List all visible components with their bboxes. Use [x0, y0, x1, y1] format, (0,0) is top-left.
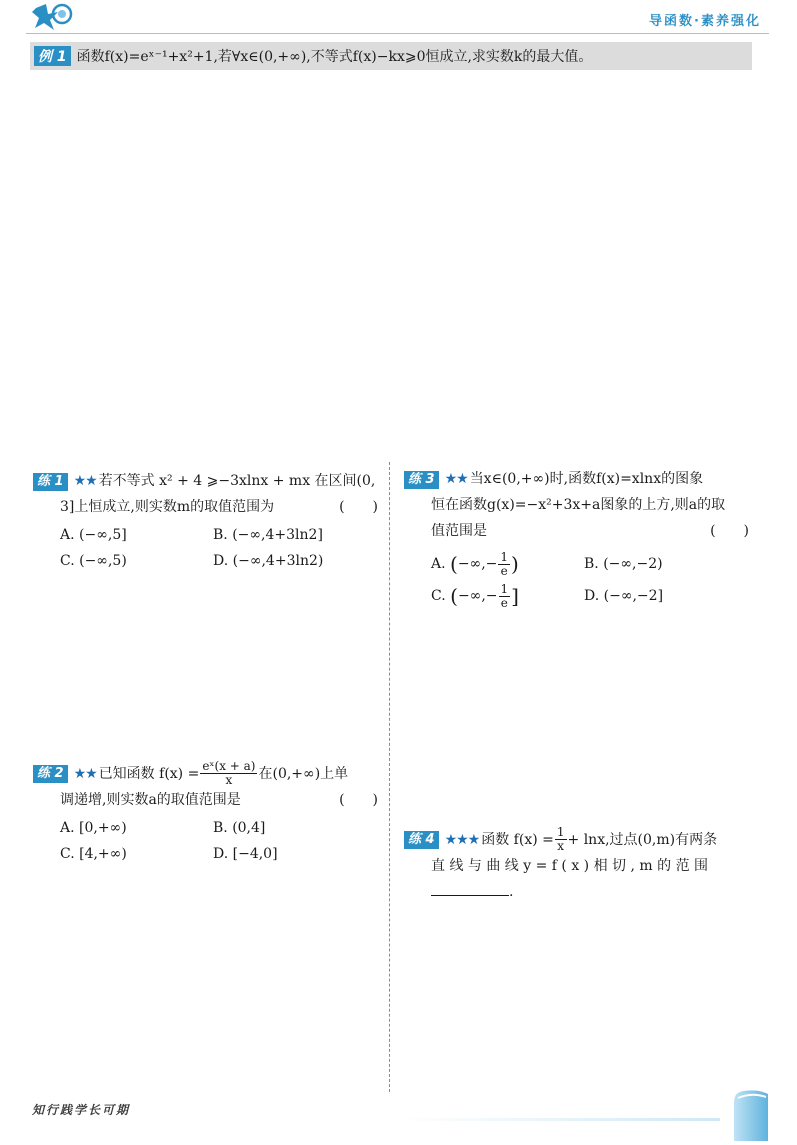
footer-bar — [400, 1118, 720, 1121]
practice-3-line3: 值范围是 — [431, 523, 487, 539]
fraction-numerator: 1 — [500, 581, 509, 596]
paren-left: ( — [450, 584, 458, 608]
example-box — [30, 42, 752, 70]
star-book-logo-icon — [32, 2, 76, 32]
fraction-denominator: x — [557, 839, 565, 853]
fraction-denominator: e — [500, 563, 508, 578]
practice-1-line2: 3]上恒成立,则实数m的取值范围为 — [60, 499, 275, 515]
practice-4-line2: 直 线 与 曲 线 y = f ( x ) 相 切 , m 的 范 围 — [431, 858, 709, 874]
practice-4-line1-pre: 函数 f(x) = — [481, 831, 554, 848]
difficulty-stars: ★★ — [444, 471, 468, 487]
paren-right: ) — [511, 552, 519, 576]
fraction-numerator: eˣ(x + a) — [202, 759, 256, 773]
option-a-body: −∞,− — [457, 556, 498, 572]
header-rule — [26, 33, 769, 34]
practice-4-tag: 练 4 — [404, 831, 439, 849]
practice-1 — [33, 468, 378, 574]
fraction-numerator: 1 — [500, 549, 509, 564]
practice-4-end: . — [509, 884, 514, 900]
practice-2 — [33, 760, 378, 867]
difficulty-stars: ★★ — [73, 765, 97, 782]
option-d: D. (−∞,−2] — [584, 588, 664, 604]
option-a — [431, 548, 584, 580]
answer-paren: ( ) — [339, 499, 378, 515]
header-title: 导函数·素养强化 — [649, 14, 761, 29]
option-b: B. (−∞,−2) — [584, 556, 663, 572]
option-c-prefix: C. — [431, 588, 446, 604]
option-a: A. [0,+∞) — [60, 820, 127, 836]
difficulty-stars: ★★ — [73, 473, 97, 489]
option-c — [431, 580, 584, 612]
page-corner-tab-icon — [732, 1088, 770, 1141]
answer-blank[interactable] — [431, 879, 509, 896]
option-a: A. (−∞,5] — [60, 527, 127, 543]
practice-4 — [404, 826, 749, 905]
fraction-denominator: e — [500, 595, 508, 610]
bracket-right: ] — [511, 584, 519, 608]
option-d: D. (−∞,4+3ln2) — [213, 553, 324, 569]
practice-3-line1: 当x∈(0,+∞)时,函数f(x)=xlnx的图象 — [469, 471, 704, 487]
paren-left: ( — [450, 552, 458, 576]
example-tag: 例 1 — [34, 46, 71, 66]
practice-3-tag: 练 3 — [404, 471, 439, 489]
practice-2-line2: 调递增,则实数a的取值范围是 — [60, 792, 241, 808]
option-a-prefix: A. — [431, 556, 446, 572]
difficulty-stars: ★★★ — [444, 831, 480, 848]
option-b: B. (−∞,4+3ln2] — [213, 527, 323, 543]
practice-4-line1-post: + lnx,过点(0,m)有两条 — [567, 831, 718, 848]
practice-2-line1-post: 在(0,+∞)上单 — [258, 765, 349, 782]
fraction — [499, 583, 511, 610]
practice-3 — [404, 466, 749, 612]
practice-1-line1: 若不等式 x² + 4 ⩾−3xlnx + mx 在区间(0, — [98, 473, 376, 489]
fraction — [200, 760, 257, 787]
column-divider — [389, 462, 390, 1092]
answer-paren: ( ) — [710, 523, 749, 539]
practice-2-line1-pre: 已知函数 f(x) = — [98, 765, 200, 782]
fraction — [555, 826, 567, 853]
fraction-denominator: x — [225, 773, 233, 787]
answer-paren: ( ) — [339, 792, 378, 808]
practice-3-line2: 恒在函数g(x)=−x²+3x+a图象的上方,则a的取 — [431, 497, 726, 513]
practice-1-tag: 练 1 — [33, 473, 68, 491]
option-c: C. (−∞,5) — [60, 553, 127, 569]
fraction-numerator: 1 — [556, 825, 565, 839]
example-text: 函数f(x)=eˣ⁻¹+x²+1,若∀x∈(0,+∞),不等式f(x)−kx⩾0恒成立,求实数k的最大值。 — [76, 49, 593, 65]
option-b: B. (0,4] — [213, 820, 266, 836]
option-d: D. [−4,0] — [213, 846, 278, 862]
option-c-body: −∞,− — [457, 588, 498, 604]
footer-slogan: 知行践学长可期 — [32, 1103, 131, 1117]
practice-2-tag: 练 2 — [33, 765, 68, 783]
option-c: C. [4,+∞) — [60, 846, 127, 862]
fraction — [498, 551, 510, 578]
